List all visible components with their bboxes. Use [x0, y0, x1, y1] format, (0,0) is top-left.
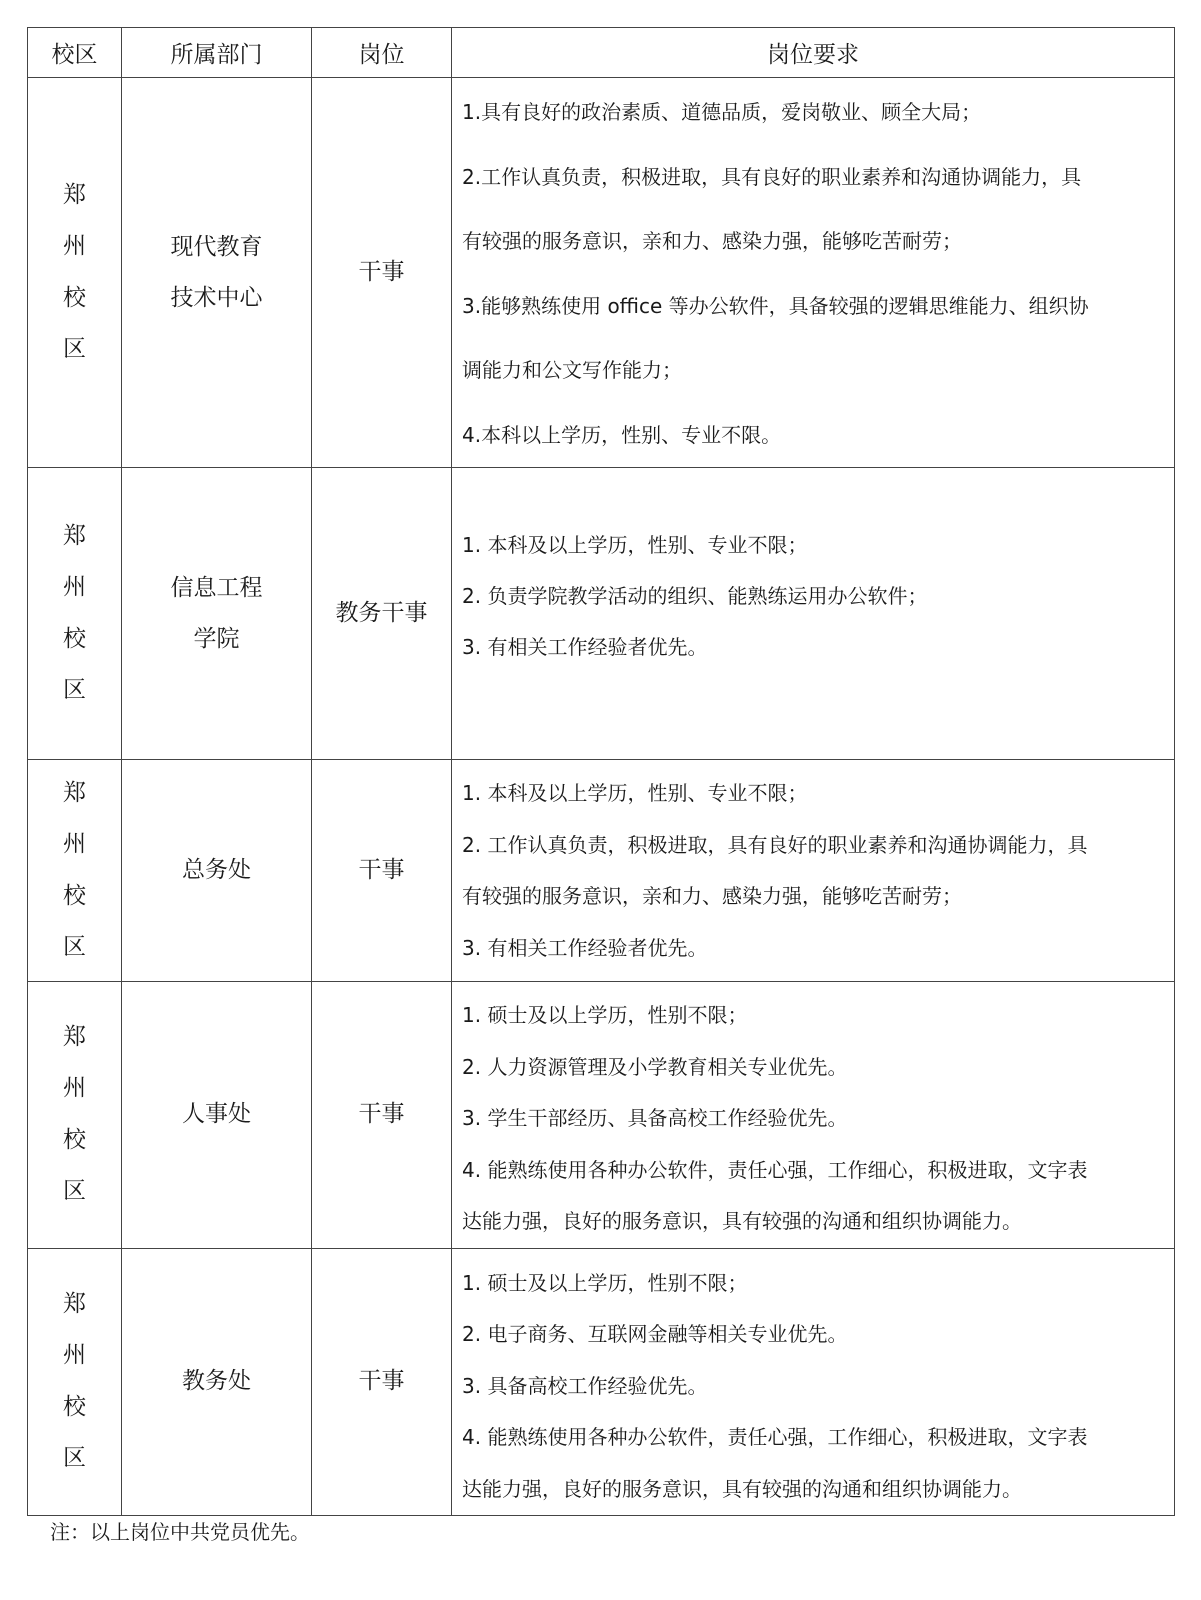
position-cell: 干事 — [312, 1248, 452, 1516]
campus-char: 郑 — [63, 181, 86, 208]
campus-char: 区 — [63, 336, 86, 362]
campus-char: 郑 — [63, 779, 86, 806]
requirement-line: 达能力强，良好的服务意识，具有较强的沟通和组织协调能力。 — [462, 1476, 1022, 1501]
campus-cell — [28, 468, 122, 760]
header-campus: 校区 — [28, 28, 122, 78]
footnote: 注：以上岗位中共党员优先。 — [50, 1520, 310, 1544]
requirement-line: 调能力和公文写作能力； — [462, 358, 682, 382]
campus-char: 区 — [63, 677, 86, 703]
requirement-line: 2. 负责学院教学活动的组织、能熟练运用办公软件； — [462, 584, 928, 608]
department-cell — [122, 468, 312, 760]
campus-char: 州 — [63, 1075, 86, 1102]
department-line: 人事处 — [182, 1101, 251, 1128]
department-line: 现代教育 — [170, 233, 263, 260]
department-line: 学院 — [193, 625, 240, 652]
campus-cell — [28, 78, 122, 468]
requirements-cell — [452, 78, 1175, 468]
campus-char: 校 — [63, 1393, 86, 1420]
campus-char: 区 — [63, 934, 86, 960]
requirement-line: 1. 本科及以上学历，性别、专业不限； — [462, 533, 808, 557]
requirement-line: 有较强的服务意识，亲和力、感染力强，能够吃苦耐劳； — [462, 229, 962, 253]
position-cell: 教务干事 — [312, 468, 452, 760]
requirement-line: 1. 本科及以上学历，性别、专业不限； — [462, 781, 808, 805]
header-department: 所属部门 — [122, 28, 312, 78]
header-position: 岗位 — [312, 28, 452, 78]
requirement-line: 2.工作认真负责，积极进取，具有良好的职业素养和沟通协调能力，具 — [462, 164, 1082, 189]
requirements-cell — [452, 982, 1175, 1249]
department-line: 信息工程 — [170, 574, 263, 601]
requirement-line: 3. 有相关工作经验者优先。 — [462, 635, 708, 659]
table-row — [28, 468, 1175, 760]
table-row — [28, 982, 1175, 1249]
requirement-line: 2. 工作认真负责，积极进取，具有良好的职业素养和沟通协调能力，具 — [462, 832, 1088, 857]
campus-cell — [28, 760, 122, 982]
job-requirements-table — [27, 27, 1175, 1516]
table-row — [28, 78, 1175, 468]
requirement-line: 4.本科以上学历，性别、专业不限。 — [462, 422, 782, 447]
requirement-line: 1. 硕士及以上学历，性别不限； — [462, 1003, 748, 1027]
position-cell: 干事 — [312, 982, 452, 1249]
requirement-line: 3.能够熟练使用 office 等办公软件，具备较强的逻辑思维能力、组织协 — [462, 293, 1089, 318]
campus-char: 郑 — [63, 1023, 86, 1050]
department-cell — [122, 982, 312, 1249]
campus-char: 校 — [63, 1126, 86, 1153]
position-cell: 干事 — [312, 78, 452, 468]
table-row — [28, 760, 1175, 982]
position-cell: 干事 — [312, 760, 452, 982]
requirement-line: 3. 有相关工作经验者优先。 — [462, 935, 708, 960]
requirement-line: 1.具有良好的政治素质、道德品质，爱岗敬业、顾全大局； — [462, 100, 982, 124]
department-line: 教务处 — [182, 1368, 251, 1395]
department-cell — [122, 1248, 312, 1516]
department-cell — [122, 78, 312, 468]
requirements-cell — [452, 468, 1175, 760]
campus-char: 郑 — [63, 522, 86, 549]
requirement-line: 4. 能熟练使用各种办公软件，责任心强，工作细心，积极进取，文字表 — [462, 1157, 1088, 1182]
requirement-line: 2. 人力资源管理及小学教育相关专业优先。 — [462, 1054, 848, 1079]
campus-char: 校 — [63, 882, 86, 909]
campus-cell — [28, 1248, 122, 1516]
requirement-line: 3. 具备高校工作经验优先。 — [462, 1373, 708, 1398]
requirement-line: 1. 硕士及以上学历，性别不限； — [462, 1270, 748, 1295]
campus-char: 州 — [63, 831, 86, 857]
table-header-row — [28, 28, 1175, 78]
requirement-line: 达能力强，良好的服务意识，具有较强的沟通和组织协调能力。 — [462, 1209, 1022, 1233]
document-page — [27, 27, 1174, 1516]
campus-char: 区 — [63, 1445, 86, 1472]
table-row — [28, 1248, 1175, 1516]
campus-char: 校 — [63, 284, 86, 311]
campus-char: 州 — [63, 1342, 86, 1369]
requirement-line: 有较强的服务意识，亲和力、感染力强，能够吃苦耐劳； — [462, 884, 962, 908]
campus-char: 郑 — [63, 1290, 86, 1317]
campus-char: 州 — [63, 233, 86, 259]
requirements-cell — [452, 760, 1175, 982]
department-cell — [122, 760, 312, 982]
header-requirements: 岗位要求 — [452, 28, 1175, 78]
requirement-line: 2. 电子商务、互联网金融等相关专业优先。 — [462, 1322, 848, 1346]
requirements-cell — [452, 1248, 1175, 1516]
requirement-line: 3. 学生干部经历、具备高校工作经验优先。 — [462, 1106, 848, 1130]
department-line: 总务处 — [182, 857, 251, 883]
department-line: 技术中心 — [170, 284, 263, 311]
campus-char: 校 — [63, 625, 86, 652]
campus-char: 区 — [63, 1178, 86, 1205]
requirement-line: 4. 能熟练使用各种办公软件，责任心强，工作细心，积极进取，文字表 — [462, 1425, 1088, 1449]
campus-char: 州 — [63, 574, 86, 600]
campus-cell — [28, 982, 122, 1249]
